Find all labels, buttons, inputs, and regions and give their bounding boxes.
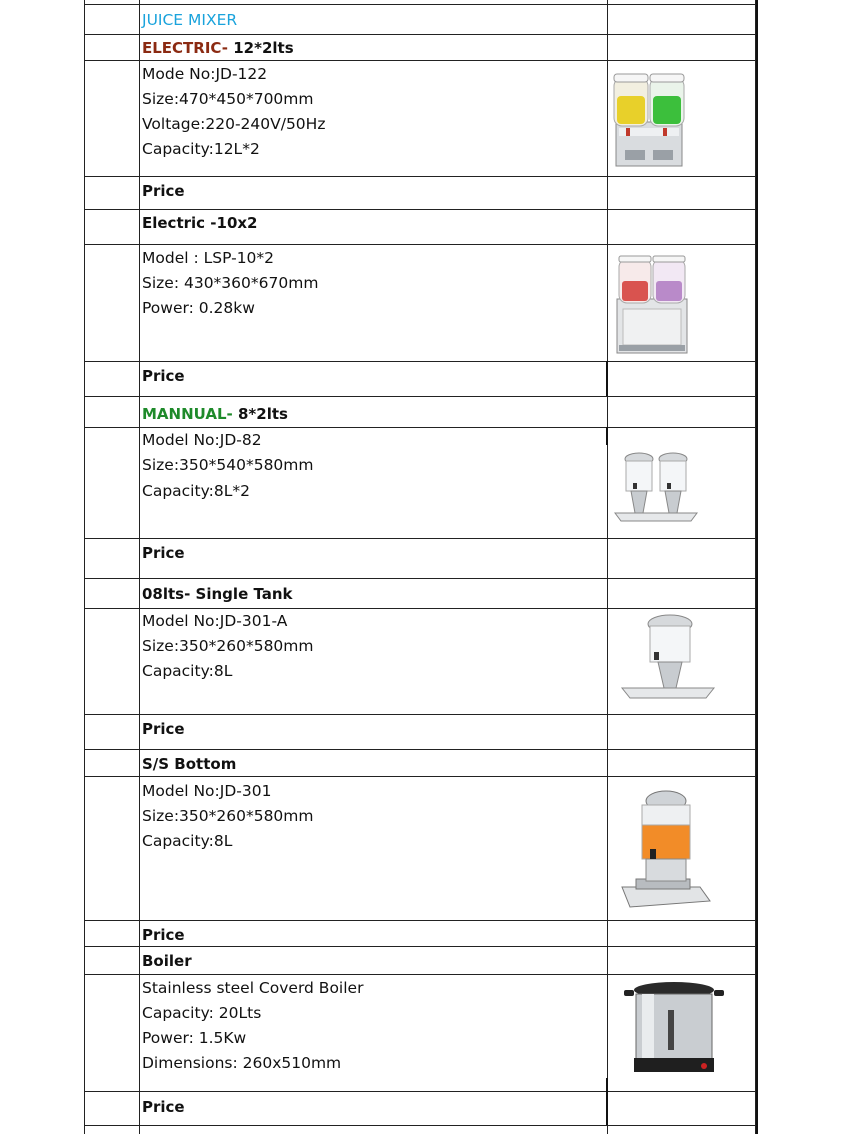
product-spec: Model No:JD-301 bbox=[142, 782, 272, 800]
product-spec: Dimensions: 260x510mm bbox=[142, 1054, 342, 1072]
product-spec: Size:350*260*580mm bbox=[142, 637, 314, 655]
row-line bbox=[84, 946, 755, 947]
row-line bbox=[84, 1091, 755, 1092]
col-border-right bbox=[756, 0, 758, 1134]
price-label: Price bbox=[142, 544, 185, 562]
product-title-capacity: Electric -10x2 bbox=[142, 214, 258, 232]
product-spec: Mode No:JD-122 bbox=[142, 65, 268, 83]
row-line bbox=[84, 361, 755, 362]
product-title-type: ELECTRIC- bbox=[142, 39, 229, 57]
product-spec: Model No:JD-301-A bbox=[142, 612, 288, 630]
product-spec: Voltage:220-240V/50Hz bbox=[142, 115, 326, 133]
product-title-capacity: 8*2lts bbox=[232, 405, 288, 423]
row-line bbox=[84, 1125, 755, 1126]
product-title bbox=[142, 752, 236, 777]
row-line bbox=[84, 974, 755, 975]
row-line bbox=[84, 34, 755, 35]
product-title bbox=[142, 949, 192, 974]
row-line bbox=[84, 4, 755, 5]
product-title-capacity: S/S Bottom bbox=[142, 755, 237, 773]
product-spec: Model : LSP-10*2 bbox=[142, 249, 275, 267]
row-line bbox=[84, 244, 755, 245]
manual-dispenser-double-icon bbox=[611, 449, 701, 523]
product-spec: Power: 1.5Kw bbox=[142, 1029, 247, 1047]
row-line bbox=[84, 920, 755, 921]
product-title bbox=[142, 582, 293, 607]
product-title bbox=[142, 402, 288, 427]
row-line bbox=[84, 176, 755, 177]
row-line bbox=[84, 749, 755, 750]
row-line bbox=[84, 714, 755, 715]
col-line-b bbox=[139, 0, 140, 1134]
product-spec: Model No:JD-82 bbox=[142, 431, 262, 449]
section-header-juice-mixer: JUICE MIXER bbox=[142, 11, 238, 29]
col-line-a bbox=[84, 0, 85, 1134]
ss-bottom-dispenser-icon bbox=[620, 787, 712, 911]
product-spec: Stainless steel Coverd Boiler bbox=[142, 979, 364, 997]
product-spec: Capacity:12L*2 bbox=[142, 140, 260, 158]
product-title bbox=[142, 36, 294, 61]
product-spec: Capacity: 20Lts bbox=[142, 1004, 262, 1022]
boiler-icon bbox=[622, 980, 726, 1076]
product-spec: Size:350*260*580mm bbox=[142, 807, 314, 825]
spec-separator bbox=[606, 427, 608, 445]
price-label: Price bbox=[142, 367, 185, 385]
product-spec: Capacity:8L*2 bbox=[142, 482, 250, 500]
price-label: Price bbox=[142, 1098, 185, 1116]
product-spec: Size:470*450*700mm bbox=[142, 90, 314, 108]
product-title-type: MANNUAL- bbox=[142, 405, 233, 423]
product-spec: Capacity:8L bbox=[142, 832, 233, 850]
row-line bbox=[84, 578, 755, 579]
product-spec: Size: 430*360*670mm bbox=[142, 274, 319, 292]
row-line bbox=[84, 538, 755, 539]
product-spec: Capacity:8L bbox=[142, 662, 233, 680]
product-title-capacity: 12*2lts bbox=[228, 39, 294, 57]
juice-dispenser-double-icon bbox=[611, 70, 687, 170]
col-line-c bbox=[607, 0, 608, 1134]
product-spec: Size:350*540*580mm bbox=[142, 456, 314, 474]
row-line bbox=[84, 396, 755, 397]
product-title-capacity: 08lts- Single Tank bbox=[142, 585, 293, 603]
juice-dispenser-double-small-icon bbox=[613, 253, 691, 357]
row-line bbox=[84, 209, 755, 210]
product-title-capacity: Boiler bbox=[142, 952, 192, 970]
price-label: Price bbox=[142, 720, 185, 738]
single-tank-dispenser-icon bbox=[618, 612, 718, 702]
product-spec: Power: 0.28kw bbox=[142, 299, 255, 317]
product-title bbox=[142, 211, 258, 236]
price-separator bbox=[606, 361, 608, 396]
price-separator bbox=[606, 1078, 608, 1125]
price-label: Price bbox=[142, 182, 185, 200]
price-label: Price bbox=[142, 926, 185, 944]
